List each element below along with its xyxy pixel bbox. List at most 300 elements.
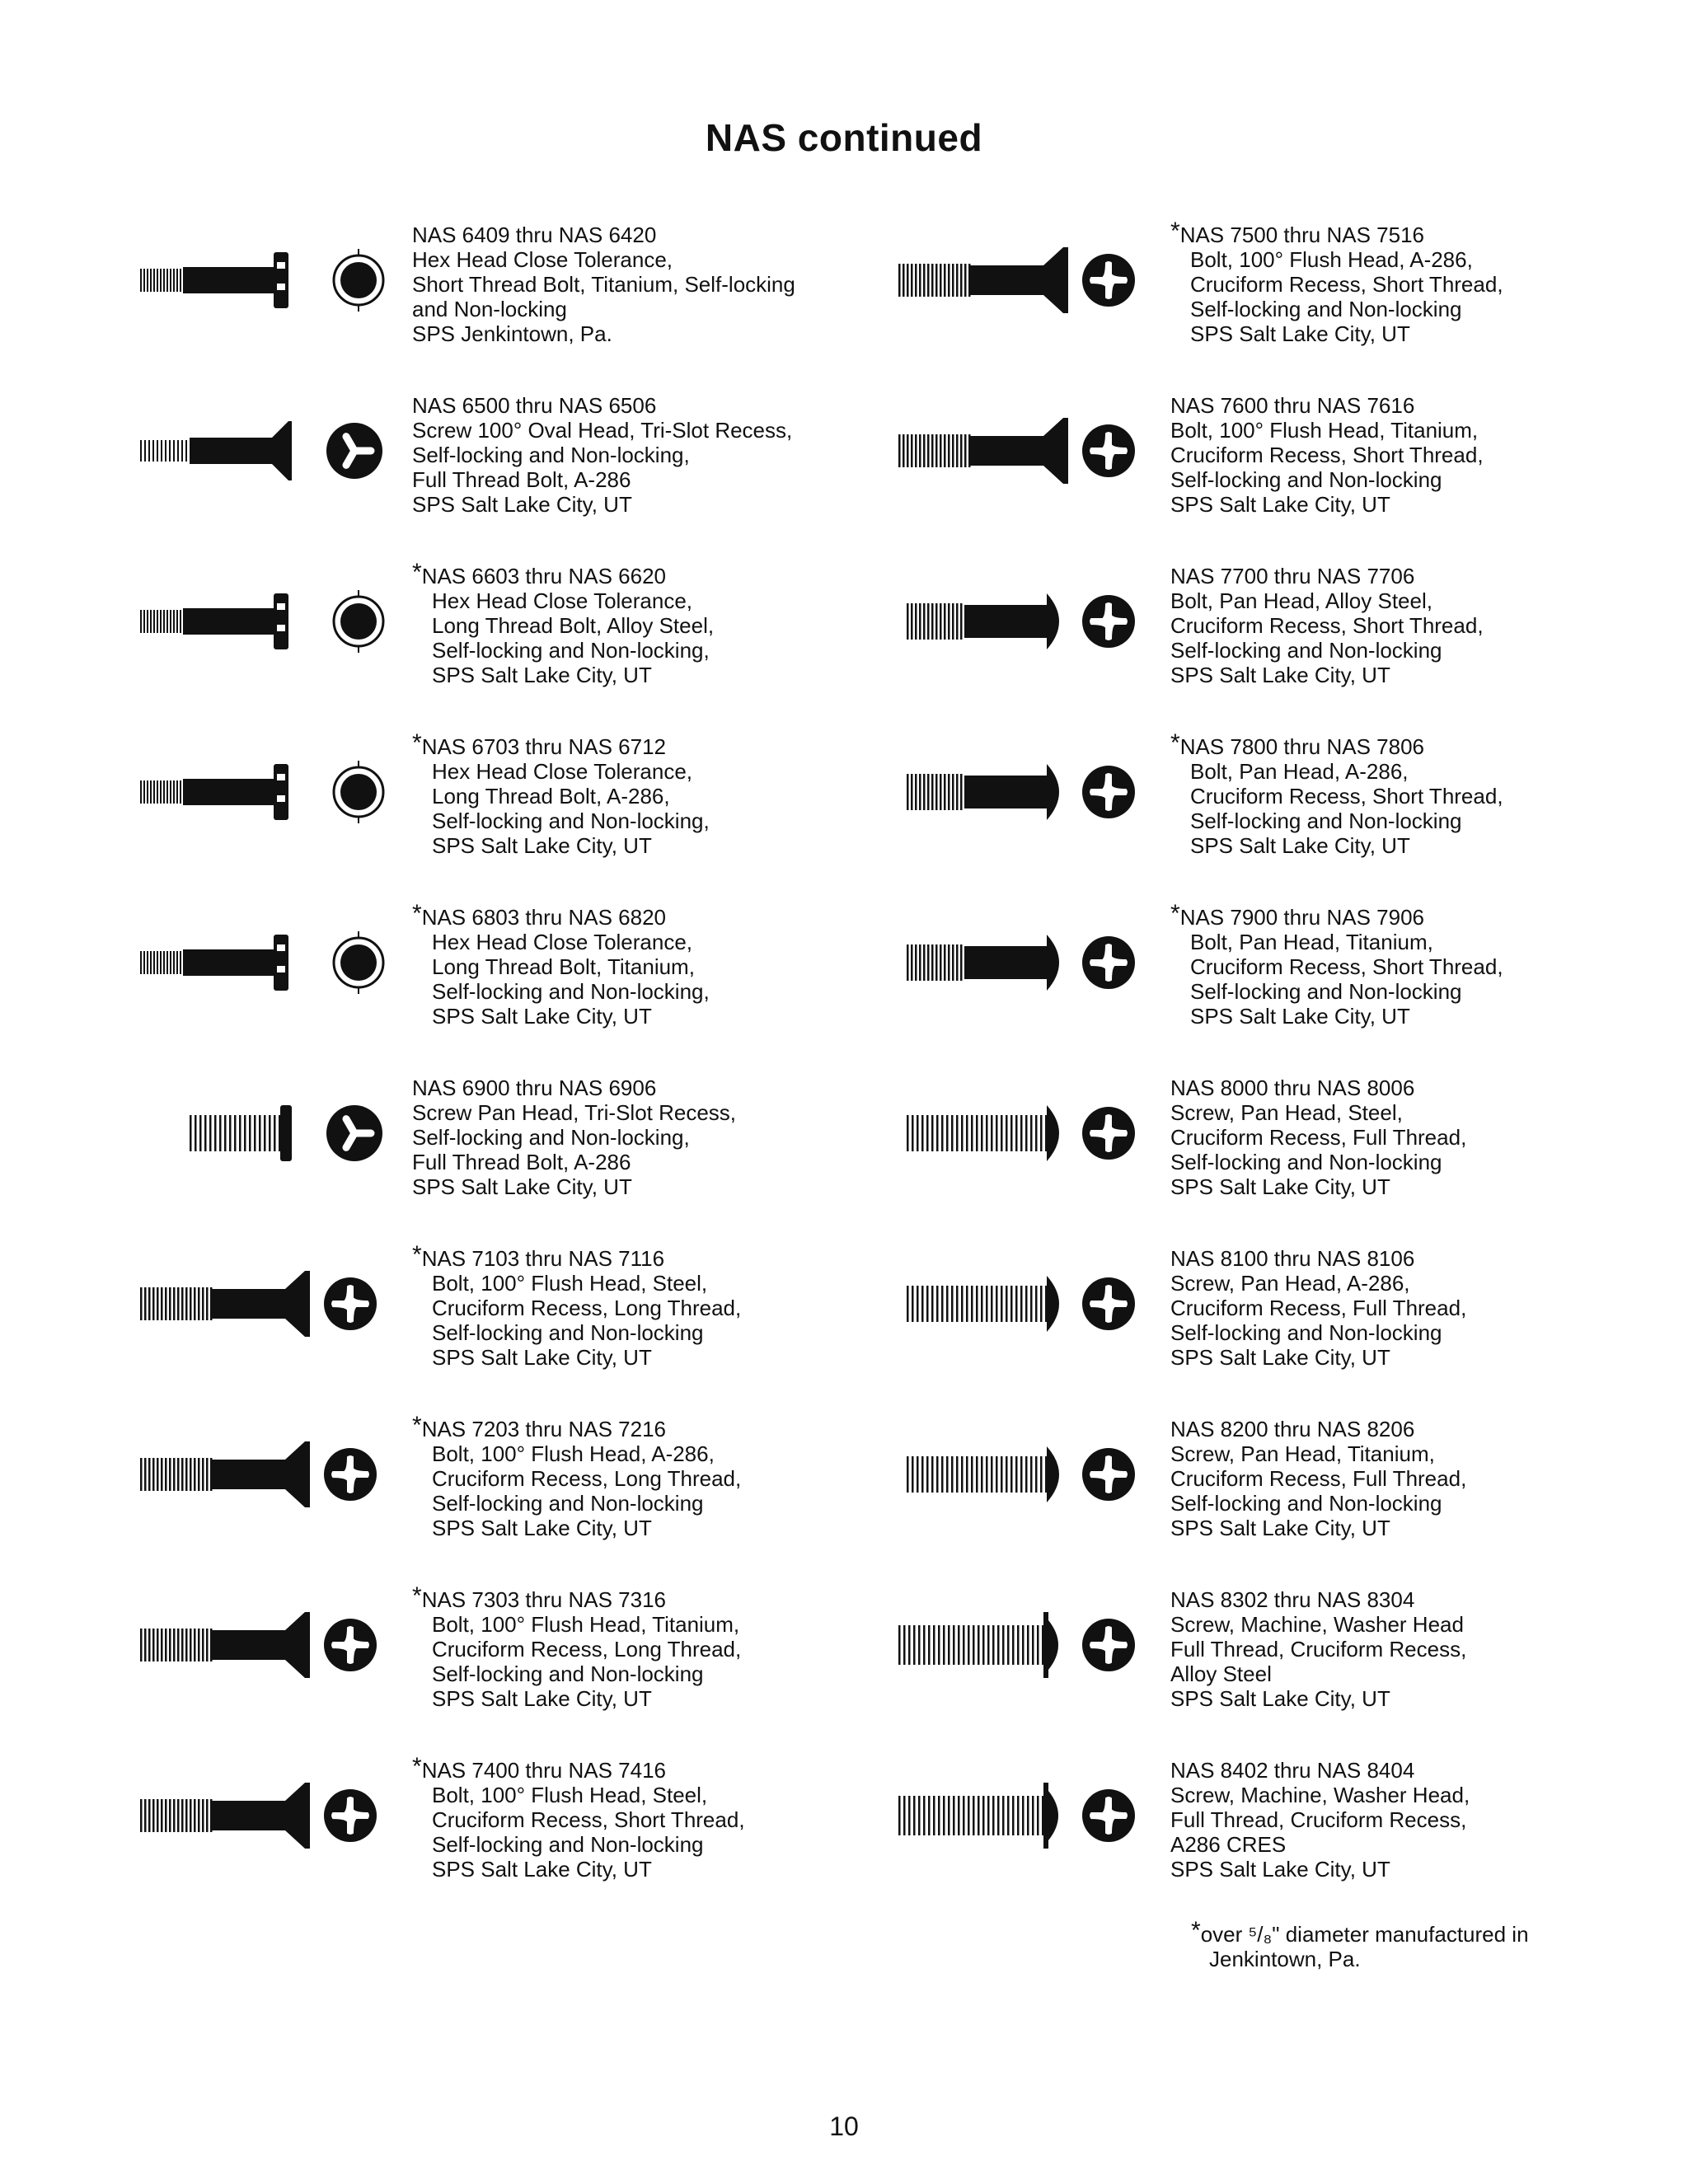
- line-text: Screw Pan Head, Tri-Slot Recess,: [412, 1100, 737, 1125]
- bolt-shank: [183, 608, 274, 635]
- line-text: NAS 7700 thru NAS 7706: [1170, 564, 1415, 588]
- catalog-entry: [898, 1758, 1640, 1923]
- description-line: [1170, 247, 1632, 272]
- line-text: NAS 8100 thru NAS 8106: [1170, 1246, 1415, 1271]
- line-text: Screw, Pan Head, Titanium,: [1170, 1441, 1435, 1466]
- fastener-figure: [898, 1766, 1170, 1865]
- line-text: Self-locking and Non-locking: [1170, 1491, 1442, 1516]
- bolt-threads: [907, 944, 963, 981]
- line-text: NAS 6900 thru NAS 6906: [412, 1076, 657, 1100]
- fastener-figure: [898, 1254, 1170, 1353]
- catalog-entry: [140, 1241, 882, 1411]
- bolt-threads: [907, 1456, 1048, 1493]
- line-text: SPS Salt Lake City, UT: [1170, 1686, 1390, 1711]
- line-text: SPS Salt Lake City, UT: [432, 1516, 652, 1540]
- line-text: SPS Salt Lake City, UT: [1170, 1345, 1390, 1370]
- description-line: [1170, 808, 1632, 833]
- asterisk-mark: *: [412, 729, 422, 757]
- line-text: Long Thread Bolt, A-286,: [432, 784, 670, 808]
- hex-head: [274, 764, 288, 820]
- line-text: NAS 7103 thru NAS 7116: [421, 1246, 665, 1271]
- hex-head: [274, 593, 288, 649]
- fastener-figure: [898, 1084, 1170, 1183]
- description-line: [412, 1686, 874, 1711]
- flush-head: [285, 1441, 310, 1507]
- line-text: Self-locking and Non-locking: [1170, 638, 1442, 663]
- bolt-shank: [211, 1630, 285, 1660]
- bolt-threads: [190, 1115, 281, 1151]
- washer: [1043, 1612, 1048, 1678]
- hex-head: [274, 252, 288, 308]
- part-number-range: [1170, 1417, 1632, 1441]
- description-line: [1170, 1661, 1632, 1686]
- catalog-entry: [140, 1753, 882, 1923]
- description-line: [1170, 418, 1632, 443]
- description-line: [412, 1661, 874, 1686]
- line-text: Full Thread Bolt, A-286: [412, 1150, 631, 1174]
- bolt-shank: [183, 779, 274, 805]
- line-text: Short Thread Bolt, Titanium, Self-locking: [412, 272, 795, 297]
- line-text: Self-locking and Non-locking: [1170, 1320, 1442, 1345]
- line-text: NAS 6603 thru NAS 6620: [421, 564, 666, 588]
- description-line: [1170, 1516, 1632, 1540]
- line-text: SPS Salt Lake City, UT: [432, 1857, 652, 1882]
- part-number-range: [412, 559, 874, 588]
- description-line: [1170, 1612, 1632, 1637]
- line-text: Self-locking and Non-locking,: [412, 443, 690, 467]
- line-text: SPS Salt Lake City, UT: [1170, 1516, 1390, 1540]
- line-text: Hex Head Close Tolerance,: [412, 247, 673, 272]
- washer: [1043, 1783, 1048, 1849]
- line-text: Cruciform Recess, Full Thread,: [1170, 1296, 1467, 1320]
- catalog-entry: [140, 223, 882, 387]
- description-line: [412, 321, 874, 346]
- bolt-shank: [183, 267, 274, 293]
- bolt-threads: [140, 1287, 213, 1320]
- bolt-threads: [898, 1796, 1044, 1835]
- line-text: Self-locking and Non-locking,: [412, 1125, 690, 1150]
- description-line: [412, 418, 874, 443]
- description-line: [412, 663, 874, 687]
- cruciform-recess-icon: [1082, 1619, 1135, 1671]
- pan-head: [1047, 593, 1059, 649]
- bolt-threads: [907, 774, 963, 810]
- description-line: [412, 954, 874, 979]
- description-line: [1170, 1150, 1632, 1174]
- description-line: [1170, 1174, 1632, 1199]
- description-line: [412, 808, 874, 833]
- description-line: [412, 272, 874, 297]
- pan-head: [1047, 1446, 1059, 1502]
- line-text: Self-locking and Non-locking: [1190, 297, 1462, 321]
- cruciform-recess-icon: [324, 1277, 377, 1330]
- line-text: SPS Salt Lake City, UT: [412, 1174, 632, 1199]
- catalog-entry: [898, 1246, 1640, 1411]
- catalog-entry: [140, 559, 882, 729]
- tri-slot-recess-icon: [326, 1105, 382, 1161]
- line-text: Bolt, 100° Flush Head, A-286,: [432, 1441, 715, 1466]
- description-line: [1170, 954, 1632, 979]
- description-line: [412, 1271, 874, 1296]
- description-line: [412, 1174, 874, 1199]
- description-line: [1170, 1004, 1632, 1029]
- line-text: NAS 8200 thru NAS 8206: [1170, 1417, 1415, 1441]
- pan-head: [1047, 764, 1059, 820]
- description-line: [1170, 663, 1632, 687]
- tri-slot-recess-icon: [326, 423, 382, 479]
- asterisk-mark: *: [412, 1412, 422, 1439]
- line-text: Cruciform Recess, Long Thread,: [432, 1296, 742, 1320]
- entry-description: [412, 1412, 874, 1540]
- line-text: NAS 7900 thru NAS 7906: [1179, 905, 1424, 930]
- catalog-entry: [140, 393, 882, 558]
- fastener-figure: [898, 572, 1170, 671]
- asterisk-mark: *: [412, 1241, 422, 1268]
- description-line: [1170, 1686, 1632, 1711]
- description-line: [1170, 492, 1632, 517]
- catalog-entry: [898, 729, 1640, 899]
- line-text: Full Thread, Cruciform Recess,: [1170, 1807, 1467, 1832]
- hex-head: [274, 935, 288, 991]
- entry-description: [412, 729, 874, 858]
- cruciform-recess-icon: [1082, 1107, 1135, 1160]
- entry-description: [412, 393, 874, 517]
- description-line: [1170, 467, 1632, 492]
- bolt-threads: [140, 780, 181, 804]
- bolt-threads: [140, 1458, 213, 1491]
- description-line: [1170, 638, 1632, 663]
- fastener-figure: [140, 1596, 412, 1694]
- line-text: NAS 7400 thru NAS 7416: [421, 1758, 666, 1783]
- line-text: NAS 7600 thru NAS 7616: [1170, 393, 1415, 418]
- cruciform-recess-icon: [324, 1448, 377, 1501]
- line-text: SPS Salt Lake City, UT: [432, 1686, 652, 1711]
- flush-head: [285, 1783, 310, 1849]
- description-line: [412, 1345, 874, 1370]
- description-line: [412, 759, 874, 784]
- line-text: NAS 7800 thru NAS 7806: [1179, 734, 1424, 759]
- line-text: NAS 6803 thru NAS 6820: [421, 905, 666, 930]
- entry-description: [412, 1753, 874, 1882]
- footnote: [1191, 1917, 1529, 1971]
- bolt-threads: [140, 269, 181, 292]
- fastener-figure: [140, 572, 412, 671]
- entry-description: [1170, 1758, 1632, 1882]
- asterisk-mark: *: [1170, 900, 1180, 927]
- fastener-figure: [898, 1596, 1170, 1694]
- line-text: Self-locking and Non-locking,: [432, 808, 710, 833]
- bolt-threads: [140, 1629, 213, 1661]
- bolt-shank: [964, 946, 1047, 979]
- line-text: SPS Salt Lake City, UT: [1190, 1004, 1410, 1029]
- asterisk-mark: *: [1170, 729, 1180, 757]
- line-text: Hex Head Close Tolerance,: [432, 759, 693, 784]
- line-text: NAS 7303 thru NAS 7316: [421, 1587, 666, 1612]
- description-line: [412, 1612, 874, 1637]
- flush-head: [1043, 247, 1068, 313]
- catalog-entry: [140, 900, 882, 1070]
- description-line: [412, 638, 874, 663]
- description-line: [1170, 1832, 1632, 1857]
- line-text: Screw 100° Oval Head, Tri-Slot Recess,: [412, 418, 793, 443]
- line-text: SPS Salt Lake City, UT: [412, 492, 632, 517]
- catalog-entry: [898, 900, 1640, 1070]
- line-text: NAS 6409 thru NAS 6420: [412, 223, 657, 247]
- line-text: Cruciform Recess, Short Thread,: [1190, 272, 1503, 297]
- line-text: SPS Jenkintown, Pa.: [412, 321, 612, 346]
- cruciform-recess-icon: [1082, 254, 1135, 307]
- line-text: Bolt, Pan Head, Titanium,: [1190, 930, 1433, 954]
- entry-description: [1170, 564, 1632, 687]
- line-text: Screw, Pan Head, Steel,: [1170, 1100, 1403, 1125]
- line-text: Bolt, 100° Flush Head, Titanium,: [432, 1612, 740, 1637]
- line-text: Cruciform Recess, Short Thread,: [432, 1807, 745, 1832]
- entry-description: [1170, 729, 1632, 858]
- description-line: [1170, 1491, 1632, 1516]
- line-text: Long Thread Bolt, Titanium,: [432, 954, 695, 979]
- bolt-threads: [140, 440, 187, 462]
- line-text: Bolt, 100° Flush Head, A-286,: [1190, 247, 1473, 272]
- asterisk-mark: *: [412, 559, 422, 586]
- description-line: [1170, 759, 1632, 784]
- line-text: Cruciform Recess, Full Thread,: [1170, 1466, 1467, 1491]
- line-text: Self-locking and Non-locking: [1190, 979, 1462, 1004]
- line-text: SPS Salt Lake City, UT: [1170, 1857, 1390, 1882]
- line-text: Self-locking and Non-locking,: [432, 638, 710, 663]
- flush-head: [1043, 418, 1068, 484]
- description-line: [1170, 1807, 1632, 1832]
- description-line: [1170, 443, 1632, 467]
- fastener-figure: [140, 1766, 412, 1865]
- line-text: SPS Salt Lake City, UT: [1190, 833, 1410, 858]
- bolt-threads: [140, 1799, 213, 1832]
- pan-head: [1047, 1276, 1059, 1332]
- pan-head: [280, 1105, 292, 1161]
- hex-head-top-view: [334, 590, 383, 653]
- line-text: Bolt, 100° Flush Head, Steel,: [432, 1271, 708, 1296]
- pan-head: [1047, 935, 1059, 991]
- line-text: Cruciform Recess, Full Thread,: [1170, 1125, 1467, 1150]
- washer-head: [1048, 1620, 1058, 1670]
- part-number-range: [412, 393, 874, 418]
- footnote-star: *: [1191, 1917, 1201, 1944]
- description-line: [412, 1516, 874, 1540]
- description-line: [1170, 1100, 1632, 1125]
- bolt-shank: [183, 949, 274, 976]
- line-text: and Non-locking: [412, 297, 567, 321]
- line-text: Full Thread Bolt, A-286: [412, 467, 631, 492]
- bolt-threads: [898, 434, 971, 467]
- part-number-range: [412, 223, 874, 247]
- description-line: [1170, 784, 1632, 808]
- fastener-figure: [898, 401, 1170, 500]
- entry-description: [412, 223, 874, 346]
- description-line: [1170, 1296, 1632, 1320]
- line-text: Bolt, Pan Head, A-286,: [1190, 759, 1409, 784]
- part-number-range: [1170, 564, 1632, 588]
- catalog-entry: [140, 729, 882, 899]
- entry-description: [1170, 900, 1632, 1029]
- catalog-entry: [140, 1412, 882, 1582]
- line-text: Bolt, 100° Flush Head, Steel,: [432, 1783, 708, 1807]
- line-text: Self-locking and Non-locking: [1170, 467, 1442, 492]
- description-line: [1170, 1466, 1632, 1491]
- catalog-entry: [898, 1417, 1640, 1582]
- asterisk-mark: *: [412, 1582, 422, 1610]
- line-text: NAS 7203 thru NAS 7216: [421, 1417, 666, 1441]
- part-number-range: [1170, 900, 1632, 930]
- line-text: NAS 8402 thru NAS 8404: [1170, 1758, 1415, 1783]
- asterisk-mark: *: [1170, 218, 1180, 245]
- oval-head: [272, 421, 292, 480]
- description-line: [1170, 1857, 1632, 1882]
- description-line: [412, 784, 874, 808]
- description-line: [412, 443, 874, 467]
- entry-description: [1170, 1587, 1632, 1711]
- fastener-figure: [140, 1425, 412, 1524]
- description-line: [412, 1320, 874, 1345]
- fastener-figure: [898, 913, 1170, 1012]
- bolt-shank: [969, 436, 1043, 466]
- description-line: [412, 613, 874, 638]
- footnote-line-1: over ⁵/₈" diameter manufactured in: [1200, 1922, 1529, 1947]
- bolt-shank: [969, 265, 1043, 295]
- catalog-entry: [898, 1587, 1640, 1752]
- line-text: SPS Salt Lake City, UT: [1170, 1174, 1390, 1199]
- fastener-figure: [140, 401, 412, 500]
- bolt-threads: [907, 1115, 1048, 1151]
- entry-description: [412, 559, 874, 687]
- catalog-entry: [140, 1582, 882, 1752]
- bolt-threads: [907, 603, 963, 640]
- line-text: Self-locking and Non-locking: [432, 1661, 704, 1686]
- line-text: Self-locking and Non-locking,: [432, 979, 710, 1004]
- line-text: Self-locking and Non-locking: [432, 1832, 704, 1857]
- catalog-entry: [898, 393, 1640, 558]
- part-number-range: [1170, 218, 1632, 247]
- line-text: SPS Salt Lake City, UT: [1190, 321, 1410, 346]
- description-line: [1170, 979, 1632, 1004]
- line-text: Cruciform Recess, Long Thread,: [432, 1637, 742, 1661]
- description-line: [1170, 1345, 1632, 1370]
- bolt-shank: [964, 605, 1047, 638]
- bolt-threads: [898, 1625, 1044, 1665]
- part-number-range: [1170, 729, 1632, 759]
- fastener-figure: [140, 1254, 412, 1353]
- description-line: [1170, 1271, 1632, 1296]
- description-line: [1170, 588, 1632, 613]
- line-text: Alloy Steel: [1170, 1661, 1272, 1686]
- part-number-range: [1170, 1758, 1632, 1783]
- description-line: [1170, 1320, 1632, 1345]
- line-text: Screw, Machine, Washer Head,: [1170, 1783, 1470, 1807]
- description-line: [412, 833, 874, 858]
- description-line: [412, 1100, 874, 1125]
- description-line: [412, 1491, 874, 1516]
- fastener-figure: [898, 231, 1170, 330]
- part-number-range: [412, 1582, 874, 1612]
- line-text: Full Thread, Cruciform Recess,: [1170, 1637, 1467, 1661]
- description-line: [412, 247, 874, 272]
- bolt-threads: [898, 264, 971, 297]
- line-text: Cruciform Recess, Short Thread,: [1170, 443, 1484, 467]
- description-line: [412, 297, 874, 321]
- asterisk-mark: *: [412, 900, 422, 927]
- catalog-entry: [898, 1076, 1640, 1240]
- description-line: [1170, 833, 1632, 858]
- cruciform-recess-icon: [1082, 1789, 1135, 1842]
- cruciform-recess-icon: [1082, 424, 1135, 477]
- line-text: Self-locking and Non-locking: [1170, 1150, 1442, 1174]
- description-line: [412, 979, 874, 1004]
- flush-head: [285, 1271, 310, 1337]
- entry-description: [1170, 218, 1632, 346]
- fastener-figure: [140, 913, 412, 1012]
- line-text: Self-locking and Non-locking: [1190, 808, 1462, 833]
- cruciform-recess-icon: [1082, 936, 1135, 989]
- hex-head-top-view: [334, 931, 383, 994]
- washer-head: [1048, 1791, 1058, 1840]
- fastener-figure: [140, 1084, 412, 1183]
- fastener-figure: [898, 1425, 1170, 1524]
- fastener-figure: [140, 231, 412, 330]
- line-text: Screw, Pan Head, A-286,: [1170, 1271, 1410, 1296]
- entry-description: [1170, 393, 1632, 517]
- line-text: NAS 6703 thru NAS 6712: [421, 734, 666, 759]
- bolt-shank: [211, 1289, 285, 1319]
- pan-head: [1047, 1105, 1059, 1161]
- line-text: SPS Salt Lake City, UT: [432, 1345, 652, 1370]
- line-text: Self-locking and Non-locking: [432, 1320, 704, 1345]
- description-line: [1170, 321, 1632, 346]
- description-line: [412, 1004, 874, 1029]
- description-line: [412, 1637, 874, 1661]
- description-line: [412, 1150, 874, 1174]
- line-text: Hex Head Close Tolerance,: [432, 588, 693, 613]
- description-line: [412, 492, 874, 517]
- line-text: Bolt, Pan Head, Alloy Steel,: [1170, 588, 1432, 613]
- description-line: [412, 1125, 874, 1150]
- cruciform-recess-icon: [1082, 595, 1135, 648]
- line-text: SPS Salt Lake City, UT: [432, 663, 652, 687]
- description-line: [1170, 272, 1632, 297]
- bolt-threads: [140, 610, 181, 633]
- description-line: [412, 467, 874, 492]
- fastener-figure: [898, 743, 1170, 841]
- description-line: [412, 1466, 874, 1491]
- line-text: NAS 6500 thru NAS 6506: [412, 393, 657, 418]
- description-line: [412, 1783, 874, 1807]
- description-line: [412, 1441, 874, 1466]
- entry-description: [1170, 1246, 1632, 1370]
- bolt-shank: [964, 776, 1047, 808]
- line-text: Screw, Machine, Washer Head: [1170, 1612, 1464, 1637]
- description-line: [1170, 1125, 1632, 1150]
- cruciform-recess-icon: [324, 1789, 377, 1842]
- line-text: Bolt, 100° Flush Head, Titanium,: [1170, 418, 1479, 443]
- catalog-entry: [898, 564, 1640, 729]
- description-line: [1170, 613, 1632, 638]
- catalog-entry: [140, 1076, 882, 1240]
- bolt-shank: [211, 1801, 285, 1830]
- description-line: [412, 930, 874, 954]
- bolt-shank: [211, 1460, 285, 1489]
- footnote-line-2: Jenkintown, Pa.: [1209, 1947, 1361, 1971]
- line-text: SPS Salt Lake City, UT: [1170, 492, 1390, 517]
- cruciform-recess-icon: [324, 1619, 377, 1671]
- line-text: Hex Head Close Tolerance,: [432, 930, 693, 954]
- line-text: Long Thread Bolt, Alloy Steel,: [432, 613, 715, 638]
